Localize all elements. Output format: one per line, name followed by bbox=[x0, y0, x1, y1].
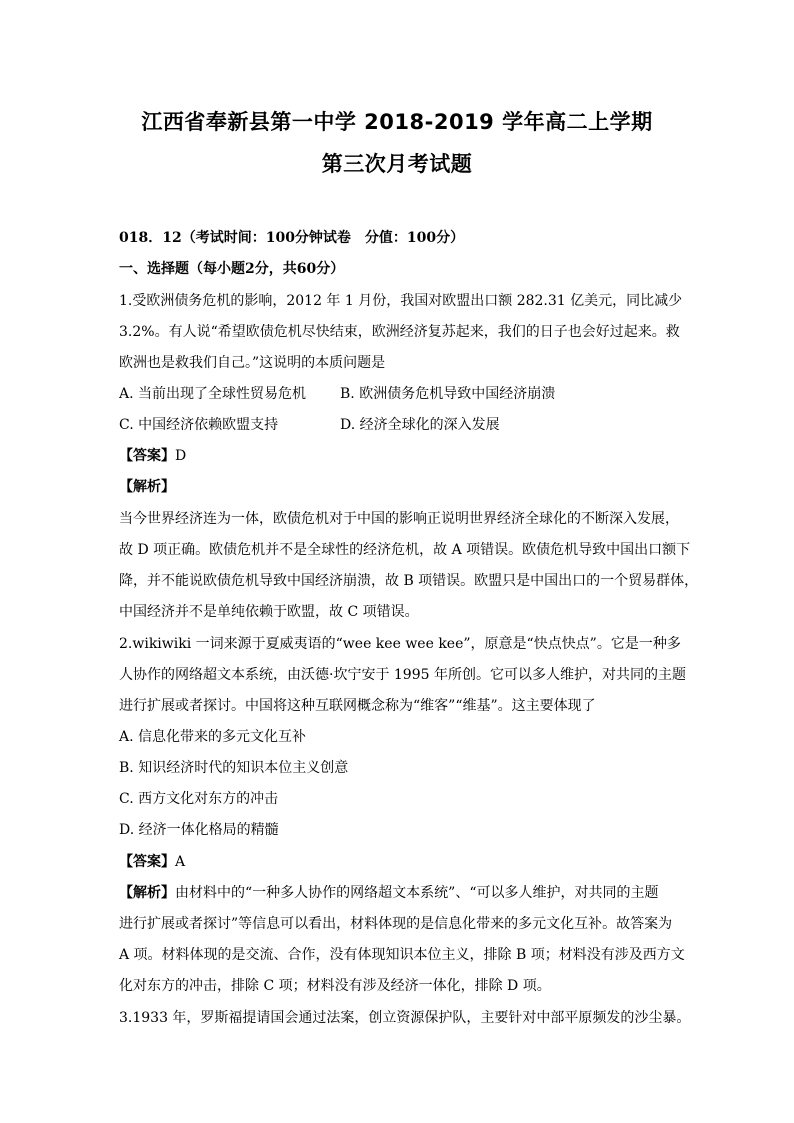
section-heading: 一、选择题（每小题2分，共60分） bbox=[119, 261, 345, 277]
question-2-analysis-line-4: 化对东方的冲击，排除 C 项；材料没有涉及经济一体化，排除 D 项。 bbox=[119, 978, 551, 994]
exam-info: 018．12（考试时间：100分钟试卷 分值：100分） bbox=[119, 230, 465, 246]
question-2-option-d: D. 经济一体化格局的精髓 bbox=[119, 822, 279, 838]
question-1-analysis-line-1: 当今世界经济连为一体，欧债危机对于中国的影响正说明世界经济全球化的不断深入发展， bbox=[119, 511, 679, 527]
answer-value: D bbox=[175, 448, 187, 464]
question-2-option-b: B. 知识经济时代的知识本位主义创意 bbox=[119, 760, 349, 776]
document-title: 江西省奉新县第一中学 2018-2019 学年高二上学期 bbox=[141, 110, 653, 134]
question-1-analysis-line-2: 故 D 项正确。欧债危机并不是全球性的经济危机，故 A 项错误。欧债危机导致中国出口额下 bbox=[119, 542, 691, 558]
question-3-stem-line-1: 3.1933 年，罗斯福提请国会通过法案，创立资源保护队，主要针对中部平原频发的沙尘暴。 bbox=[119, 1010, 691, 1026]
question-1-option-b: B. 欧洲债务危机导致中国经济崩溃 bbox=[340, 386, 556, 402]
question-1-options-row-2 bbox=[119, 415, 679, 435]
question-2-option-c: C. 西方文化对东方的冲击 bbox=[119, 791, 279, 807]
answer-label: 【答案】 bbox=[119, 448, 175, 464]
question-1-analysis-line-4: 中国经济并不是单纯依赖于欧盟，故 C 项错误。 bbox=[119, 604, 419, 620]
document-subtitle: 第三次月考试题 bbox=[321, 152, 473, 176]
question-1-option-a: A. 当前出现了全球性贸易危机 bbox=[119, 386, 307, 402]
question-1-analysis-label: 【解析】 bbox=[119, 479, 175, 495]
analysis-label: 【解析】 bbox=[119, 885, 175, 901]
question-1-option-c: C. 中国经济依赖欧盟支持 bbox=[119, 417, 279, 433]
question-2-stem-line-2: 人协作的网络超文本系统，由沃德·坎宁安于 1995 年所创。它可以多人维护，对共同的主题 bbox=[119, 667, 686, 683]
question-1-stem-line-3: 欧洲也是救我们自己。”这说明的本质问题是 bbox=[119, 355, 386, 371]
question-2-stem-line-3: 进行扩展或者探讨。中国将这种互联网概念称为“维客”“维基”。这主要体现了 bbox=[119, 698, 596, 714]
question-2-analysis-line-2: 进行扩展或者探讨”等信息可以看出，材料体现的是信息化带来的多元文化互补。故答案为 bbox=[119, 916, 673, 932]
question-2-analysis-line-3: A 项。材料体现的是交流、合作，没有体现知识本位主义，排除 B 项；材料没有涉及西方文 bbox=[119, 947, 685, 963]
question-2-stem-line-1: 2.wikiwiki 一词来源于夏威夷语的“wee kee wee kee”，原意是“快点快点”。它是一种多 bbox=[119, 636, 681, 652]
question-1-option-d: D. 经济全球化的深入发展 bbox=[340, 417, 500, 433]
question-2-analysis-line-1 bbox=[119, 883, 679, 903]
question-2-option-a: A. 信息化带来的多元文化互补 bbox=[119, 729, 307, 745]
question-1-stem-line-2: 3.2%。有人说“希望欧债危机尽快结束，欧洲经济复苏起来，我们的日子也会好过起来。救 bbox=[119, 324, 680, 340]
question-1-answer bbox=[119, 446, 679, 466]
question-1-stem-line-1: 1.受欧洲债务危机的影响，2012 年 1 月份，我国对欧盟出口额 282.31 亿美元，同比减少 bbox=[119, 293, 683, 309]
question-2-answer bbox=[119, 852, 679, 872]
question-1-analysis-line-3: 降，并不能说欧债危机导致中国经济崩溃，故 B 项错误。欧盟只是中国出口的一个贸易群体， bbox=[119, 573, 699, 589]
analysis-text: 由材料中的“一种多人协作的网络超文本系统”、“可以多人维护，对共同的主题 bbox=[175, 885, 659, 901]
answer-label: 【答案】 bbox=[119, 854, 175, 870]
question-1-options-row-1 bbox=[119, 384, 679, 404]
answer-value: A bbox=[175, 854, 186, 870]
